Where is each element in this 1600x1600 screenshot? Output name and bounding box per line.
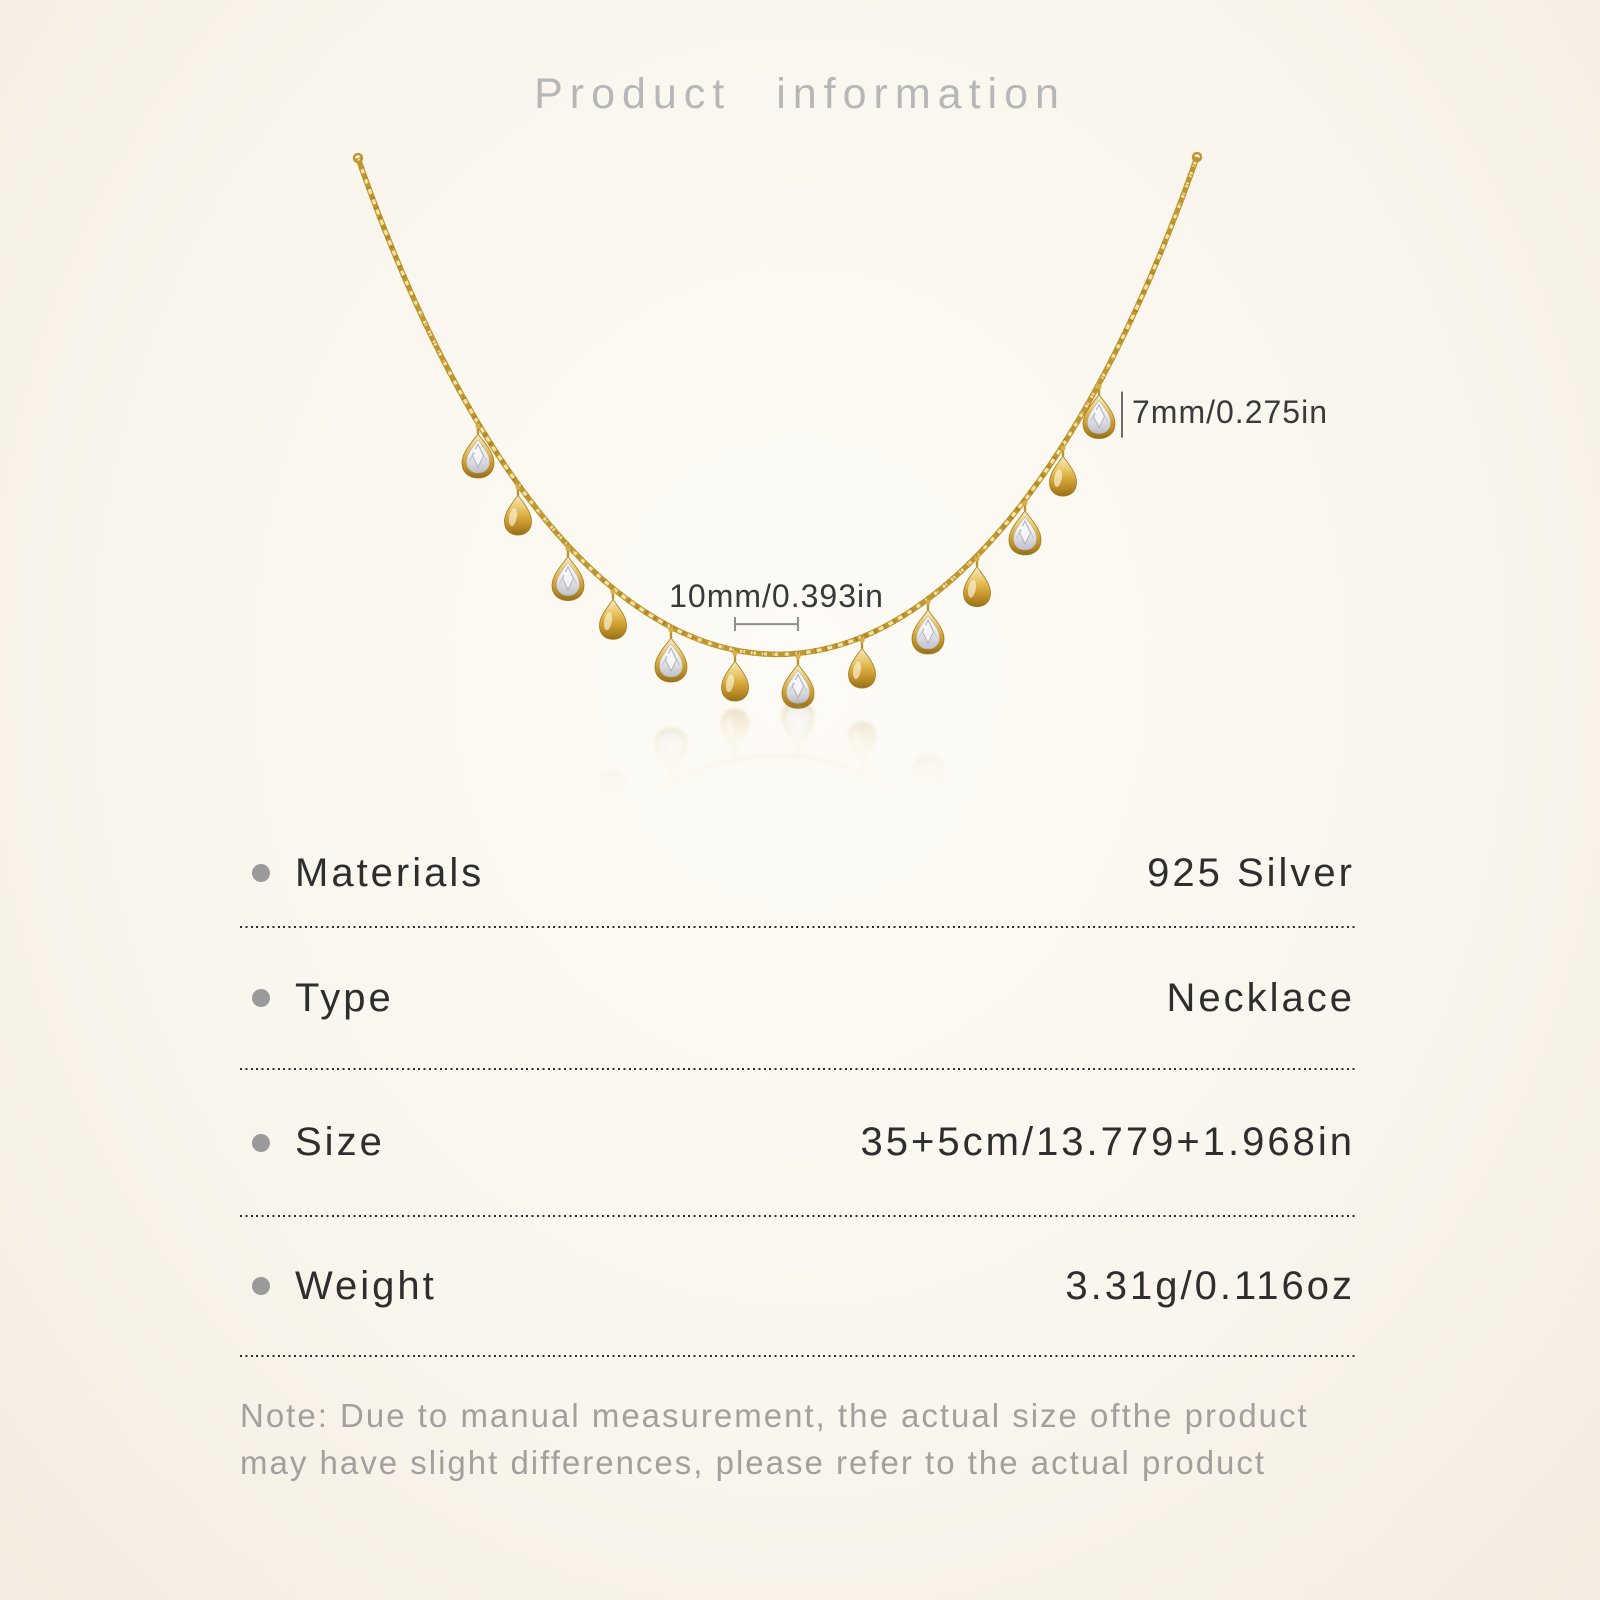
page-title: Product information <box>534 70 1066 118</box>
chain-highlight <box>358 756 1197 820</box>
charm-bail <box>795 751 800 756</box>
crystal-drop-charm <box>552 544 584 601</box>
necklace-chain-and-charms <box>354 153 1201 708</box>
spec-value: 35+5cm/13.779+1.968in <box>860 1120 1355 1164</box>
crystal-sparkle <box>666 753 669 756</box>
charm-bail <box>732 651 737 656</box>
drop-height-label: 7mm/0.275in <box>1132 394 1328 431</box>
bullet-icon <box>252 989 270 1007</box>
charm-bail <box>515 485 520 490</box>
spec-label: Weight <box>295 1263 437 1308</box>
charm-bail <box>925 805 930 810</box>
charm-bail <box>974 556 979 561</box>
spec-value: 925 Silver <box>1147 850 1355 895</box>
spec-label-cell <box>240 1264 437 1309</box>
crystal-drop-charm <box>1083 382 1115 439</box>
spec-value: 3.31g/0.116oz <box>1065 1263 1355 1308</box>
gold-drop-charm <box>722 709 749 762</box>
charm-bail <box>925 599 930 604</box>
spec-value: Necklace <box>1166 975 1355 1020</box>
spec-label: Type <box>295 975 394 1020</box>
spec-label: Materials <box>295 850 485 895</box>
crystal-sparkle <box>923 625 926 628</box>
charm-bail <box>668 777 673 782</box>
bullet-icon <box>252 1277 270 1295</box>
crystal-sparkle <box>473 449 476 452</box>
crystal-sparkle <box>1094 410 1097 413</box>
crystal-drop-charm <box>782 651 814 708</box>
note-line-2: may have slight differences, please refer to the actual product <box>240 1444 1267 1481</box>
charm-bail <box>668 627 673 632</box>
spec-label: Size <box>295 1120 385 1164</box>
spec-row-weight <box>240 1217 1355 1355</box>
charm-bail <box>475 423 480 428</box>
necklace-reflection <box>354 702 1201 820</box>
charm-bail <box>1096 384 1101 389</box>
crystal-sparkle <box>793 727 796 730</box>
charm-bail <box>859 638 864 643</box>
chain-gap-label: 10mm/0.393in <box>669 578 884 615</box>
crystal-sparkle <box>666 653 669 656</box>
spec-row-materials <box>240 820 1355 926</box>
charm-bail <box>859 767 864 772</box>
spec-label-cell <box>240 1120 385 1165</box>
crystal-drop-charm <box>462 421 494 478</box>
crystal-sparkle <box>793 680 796 683</box>
charm-bail <box>1022 500 1027 505</box>
spec-label-cell <box>240 851 484 896</box>
crystal-sparkle <box>563 572 566 575</box>
bullet-icon <box>252 1134 270 1152</box>
crystal-drop-charm <box>782 702 814 759</box>
spec-row-size <box>240 1070 1355 1215</box>
charm-bail <box>610 589 615 594</box>
crystal-sparkle <box>923 781 926 784</box>
gold-drop-charm <box>722 648 749 701</box>
bullet-icon <box>252 864 270 882</box>
necklace-chain-and-charms <box>354 702 1201 820</box>
crystal-drop-charm <box>1009 498 1041 555</box>
crystal-sparkle <box>1020 526 1023 529</box>
note-line-1: Note: Due to manual measurement, the actual size ofthe product <box>240 1397 1309 1434</box>
chain-path <box>358 756 1197 820</box>
gold-drop-charm <box>505 482 532 535</box>
dotted-separator <box>240 1355 1355 1357</box>
charm-bail <box>795 654 800 659</box>
charm-bail <box>1060 446 1065 451</box>
measurement-note <box>240 1392 1380 1486</box>
crystal-drop-charm <box>552 809 584 820</box>
spec-row-type <box>240 928 1355 1068</box>
spec-label-cell <box>240 976 394 1021</box>
charm-bail <box>732 754 737 759</box>
chain-shadow <box>358 756 1197 820</box>
measurement-annotations <box>669 392 1328 631</box>
charm-bail <box>565 546 570 551</box>
gold-drop-charm <box>1050 443 1077 496</box>
spec-table <box>240 820 1355 1357</box>
gold-drop-charm <box>964 803 991 820</box>
